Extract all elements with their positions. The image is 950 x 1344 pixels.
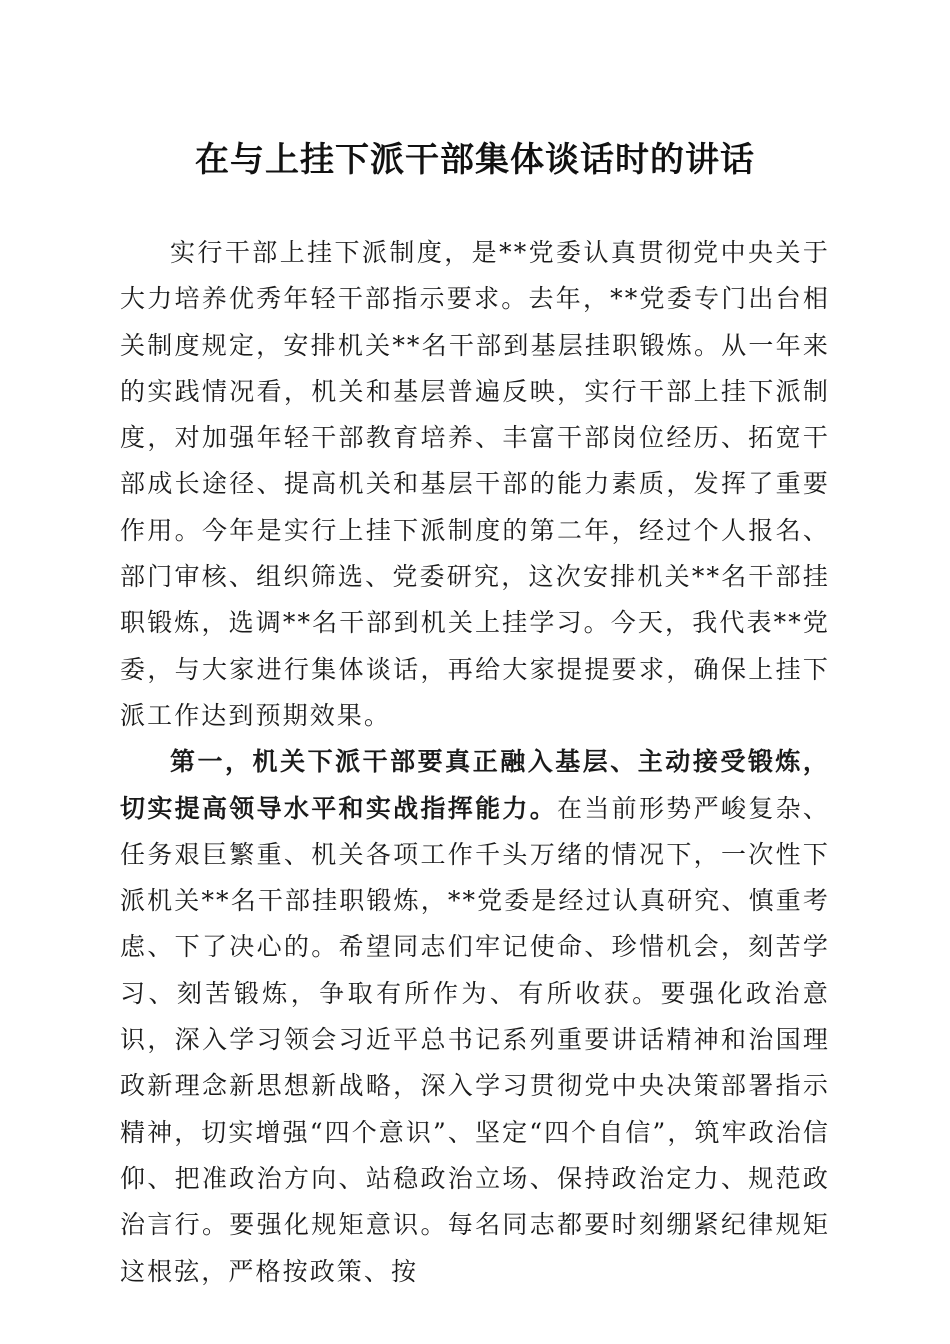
paragraph-first-point-heading: 第一，机关下派干部要真正融入基层、主动接受锻炼，切实提高领导水平和实战指挥能力。 [120, 747, 830, 823]
document-title: 在与上挂下派干部集体谈话时的讲话 [195, 140, 755, 180]
paragraph-first-point-text: 在当前形势严峻复杂、任务艰巨繁重、机关各项工作千头万绪的情况下，一次性下派机关**名干部挂职锻炼，**党委是经过认真研究、慎重考虑、下了决心的。希望同志们牢记使命、珍惜机会，刻苦学习、刻苦锻炼，争取有所作为、有所收获。要强化政治意识，深入学习领会习近平总书记系列重要讲话精神和治国理政新理念新思想新战略，深入学习贯彻党中央决策部署指示精神，切实增强“四个意识”、坚定“四个自信”，筑牢政治信仰、把准政治方向、站稳政治立场、保持政治定力、规范政治言行。要强化规矩意识。每名同志都要时刻绷紧纪律规矩这根弦，严格按政策、按 [120, 793, 830, 1286]
document-body [120, 230, 830, 1295]
paragraph-first-point [120, 739, 830, 1295]
paragraph-intro-text: 实行干部上挂下派制度，是**党委认真贯彻党中央关于大力培养优秀年轻干部指示要求。去年，**党委专门出台相关制度规定，安排机关**名干部到基层挂职锻炼。从一年来的实践情况看，机关和基层普遍反映，实行干部上挂下派制度，对加强年轻干部教育培养、丰富干部岗位经历、拓宽干部成长途径、提高机关和基层干部的能力素质，发挥了重要作用。今年是实行上挂下派制度的第二年，经过个人报名、部门审核、组织筛选、党委研究，这次安排机关**名干部挂职锻炼，选调**名干部到机关上挂学习。今天，我代表**党委，与大家进行集体谈话，再给大家提提要求，确保上挂下派工作达到预期效果。 [120, 238, 830, 730]
paragraph-intro [120, 230, 830, 739]
